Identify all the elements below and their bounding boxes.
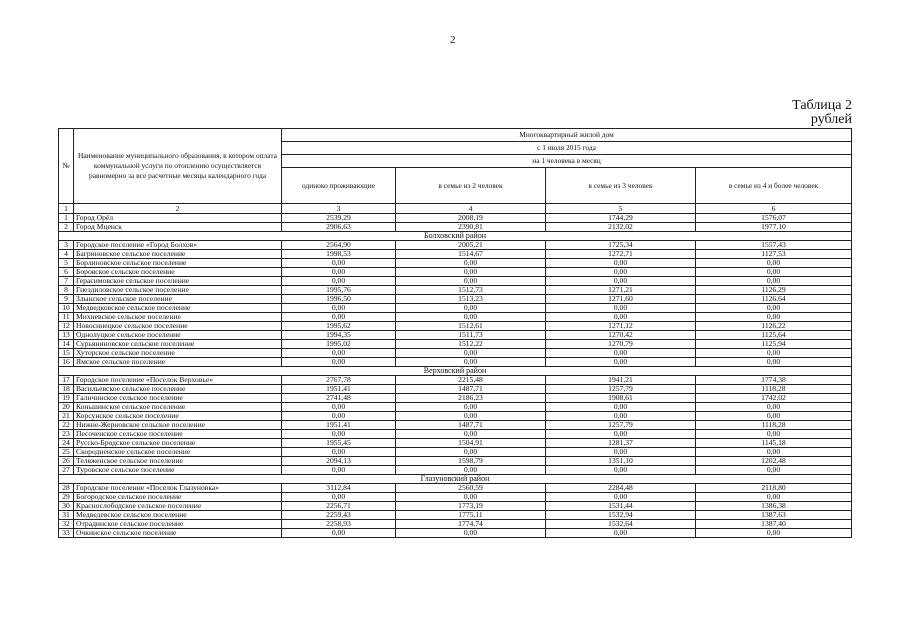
tariff-value: 0,00 (282, 430, 396, 439)
row-number: 24 (59, 439, 74, 448)
page-number: 2 (450, 34, 456, 46)
name-header: Наименование муниципального образования, в котором оплата коммунальной услуги по отоплению осуществляется равномерно за все расчетные месяцы календарного года (74, 129, 282, 204)
table-row (59, 457, 852, 466)
table-row (59, 259, 852, 268)
table-row (59, 412, 852, 421)
tariff-value: 2560,59 (396, 484, 546, 493)
tariff-value: 0,00 (396, 430, 546, 439)
tariff-value: 1271,21 (546, 286, 696, 295)
district-row (59, 367, 852, 376)
tariff-value: 0,00 (396, 529, 546, 538)
tariff-value: 1272,71 (546, 250, 696, 259)
row-number: 11 (59, 313, 74, 322)
table-row (59, 331, 852, 340)
municipality-name: Теляженское сельское поселение (74, 457, 282, 466)
tariff-value: 1773,19 (396, 502, 546, 511)
tariff-value: 2906,63 (282, 223, 396, 232)
row-number: 23 (59, 430, 74, 439)
table-row (59, 376, 852, 385)
row-number: 4 (59, 250, 74, 259)
tariff-value: 0,00 (696, 304, 852, 313)
tariff-value: 1532,64 (546, 520, 696, 529)
district-row (59, 475, 852, 484)
municipality-name: Город Орёл (74, 214, 282, 223)
tariff-value: 1511,73 (396, 331, 546, 340)
tariff-value: 1125,94 (696, 340, 852, 349)
tariff-value: 1257,79 (546, 385, 696, 394)
tariff-value: 0,00 (546, 529, 696, 538)
tariff-value: 1908,61 (546, 394, 696, 403)
tariff-value: 1531,44 (546, 502, 696, 511)
tariff-value: 2741,48 (282, 394, 396, 403)
number-header: № (59, 129, 74, 204)
tariff-value: 2215,48 (396, 376, 546, 385)
column-number: 5 (546, 204, 696, 214)
tariff-value: 1281,37 (546, 439, 696, 448)
table-row (59, 322, 852, 331)
municipality-name: Сурьяниновское сельское поселение (74, 340, 282, 349)
tariff-value: 1387,63 (696, 511, 852, 520)
tariff-value: 0,00 (696, 448, 852, 457)
municipality-name: Очкинское сельское поселение (74, 529, 282, 538)
tariff-value: 1514,67 (396, 250, 546, 259)
tariff-value: 1126,22 (696, 322, 852, 331)
district-name: Глазуновский район (59, 475, 852, 484)
row-number: 12 (59, 322, 74, 331)
tariff-value: 0,00 (546, 493, 696, 502)
row-number: 29 (59, 493, 74, 502)
tariff-value: 0,00 (396, 358, 546, 367)
tariff-value: 0,00 (282, 277, 396, 286)
tariff-value: 1504,91 (396, 439, 546, 448)
tariff-value: 0,00 (282, 403, 396, 412)
tariff-value: 1271,60 (546, 295, 696, 304)
period-header: с 1 июля 2015 года (282, 142, 852, 155)
group-header: Многоквартирный жилой дом (282, 129, 852, 142)
tariff-value: 1725,34 (546, 241, 696, 250)
municipality-name: Медведевское сельское поселение (74, 511, 282, 520)
municipality-name: Отрадинское сельское поселение (74, 520, 282, 529)
row-number: 16 (59, 358, 74, 367)
district-name: Верховский район (59, 367, 852, 376)
tariff-value: 1270,42 (546, 331, 696, 340)
tariff-value: 1742,02 (696, 394, 852, 403)
municipality-name: Гнездиловское сельское поселение (74, 286, 282, 295)
row-number: 26 (59, 457, 74, 466)
municipality-name: Багриновское сельское поселение (74, 250, 282, 259)
tariff-value: 0,00 (396, 277, 546, 286)
district-row (59, 232, 852, 241)
tariff-value: 0,00 (396, 313, 546, 322)
row-number: 7 (59, 277, 74, 286)
col-header-single: одиноко проживающие (282, 168, 396, 204)
tariff-value: 0,00 (396, 259, 546, 268)
tariff-value: 1118,28 (696, 421, 852, 430)
tariff-value: 2094,13 (282, 457, 396, 466)
tariff-value: 1512,61 (396, 322, 546, 331)
municipality-name: Русско-Бродское сельское поселение (74, 439, 282, 448)
tariff-value: 0,00 (282, 268, 396, 277)
municipality-name: Васильевское сельское поселение (74, 385, 282, 394)
tariff-value: 1387,40 (696, 520, 852, 529)
row-number: 30 (59, 502, 74, 511)
tariff-table (58, 128, 852, 538)
tariff-value: 1951,41 (282, 421, 396, 430)
column-number: 4 (396, 204, 546, 214)
col-header-family-3: в семье из 3 человек (546, 168, 696, 204)
tariff-value: 1998,53 (282, 250, 396, 259)
municipality-name: Городское поселение «Поселок Верховье» (74, 376, 282, 385)
tariff-value: 0,00 (396, 412, 546, 421)
row-number: 25 (59, 448, 74, 457)
tariff-value: 0,00 (546, 430, 696, 439)
tariff-value: 0,00 (696, 277, 852, 286)
tariff-value: 1512,22 (396, 340, 546, 349)
tariff-value: 0,00 (696, 349, 852, 358)
tariff-value: 1351,10 (546, 457, 696, 466)
municipality-name: Новосинецкое сельское поселение (74, 322, 282, 331)
tariff-value: 1512,73 (396, 286, 546, 295)
tariff-value: 0,00 (396, 493, 546, 502)
tariff-value: 3112,84 (282, 484, 396, 493)
tariff-value: 0,00 (282, 412, 396, 421)
tariff-value: 2008,19 (396, 214, 546, 223)
row-number: 21 (59, 412, 74, 421)
tariff-value: 0,00 (546, 277, 696, 286)
tariff-value: 1127,53 (696, 250, 852, 259)
tariff-value: 0,00 (396, 448, 546, 457)
row-number: 2 (59, 223, 74, 232)
per-person-header: на 1 человека в месяц (282, 155, 852, 168)
tariff-value: 0,00 (546, 358, 696, 367)
district-name: Болховский район (59, 232, 852, 241)
row-number: 28 (59, 484, 74, 493)
tariff-value: 0,00 (282, 304, 396, 313)
tariff-value: 2258,93 (282, 520, 396, 529)
tariff-value: 1774,74 (396, 520, 546, 529)
tariff-value: 0,00 (396, 304, 546, 313)
row-number: 17 (59, 376, 74, 385)
table-row (59, 241, 852, 250)
tariff-value: 1995,76 (282, 286, 396, 295)
table-row (59, 313, 852, 322)
tariff-value: 0,00 (696, 412, 852, 421)
tariff-value: 1487,71 (396, 385, 546, 394)
table-row (59, 466, 852, 475)
tariff-value: 0,00 (696, 268, 852, 277)
tariff-value: 2564,90 (282, 241, 396, 250)
row-number: 33 (59, 529, 74, 538)
tariff-value: 1125,64 (696, 331, 852, 340)
tariff-value: 2118,80 (696, 484, 852, 493)
tariff-value: 0,00 (546, 313, 696, 322)
row-number: 9 (59, 295, 74, 304)
municipality-name: Городское поселение «Поселок Глазуновка» (74, 484, 282, 493)
tariff-value: 1271,12 (546, 322, 696, 331)
tariff-value: 0,00 (282, 529, 396, 538)
tariff-value: 0,00 (696, 466, 852, 475)
municipality-name: Герасимовское сельское поселение (74, 277, 282, 286)
table-row (59, 511, 852, 520)
column-number: 6 (696, 204, 852, 214)
tariff-value: 2256,71 (282, 502, 396, 511)
row-number: 10 (59, 304, 74, 313)
municipality-name: Песоченское сельское поселение (74, 430, 282, 439)
tariff-value: 0,00 (282, 349, 396, 358)
tariff-value: 1557,43 (696, 241, 852, 250)
municipality-name: Город Мценск (74, 223, 282, 232)
tariff-value: 0,00 (282, 358, 396, 367)
column-number: 3 (282, 204, 396, 214)
row-number: 20 (59, 403, 74, 412)
tariff-value: 1996,50 (282, 295, 396, 304)
tariff-value: 1977,10 (696, 223, 852, 232)
row-number: 3 (59, 241, 74, 250)
tariff-value: 1576,07 (696, 214, 852, 223)
tariff-value: 1598,79 (396, 457, 546, 466)
tariff-value: 1270,79 (546, 340, 696, 349)
municipality-name: Ямское сельское поселение (74, 358, 282, 367)
tariff-value: 0,00 (696, 529, 852, 538)
municipality-name: Хуторское сельское поселение (74, 349, 282, 358)
tariff-value: 1386,38 (696, 502, 852, 511)
tariff-value: 0,00 (282, 466, 396, 475)
tariff-value: 1118,28 (696, 385, 852, 394)
tariff-value: 2132,02 (546, 223, 696, 232)
tariff-value: 0,00 (282, 313, 396, 322)
table-row (59, 403, 852, 412)
table-row (59, 349, 852, 358)
municipality-name: Краснослободское сельское поселение (74, 502, 282, 511)
tariff-value: 1126,29 (696, 286, 852, 295)
municipality-name: Корсунское сельское поселение (74, 412, 282, 421)
column-number: 2 (74, 204, 282, 214)
tariff-value: 2186,23 (396, 394, 546, 403)
municipality-name: Михневское сельское поселение (74, 313, 282, 322)
row-number: 8 (59, 286, 74, 295)
tariff-value: 0,00 (546, 466, 696, 475)
table-row (59, 421, 852, 430)
tariff-value: 0,00 (696, 259, 852, 268)
tariff-value: 0,00 (396, 349, 546, 358)
row-number: 18 (59, 385, 74, 394)
tariff-value: 1145,18 (696, 439, 852, 448)
tariff-value: 0,00 (396, 466, 546, 475)
row-number: 32 (59, 520, 74, 529)
tariff-value: 2284,48 (546, 484, 696, 493)
tariff-value: 0,00 (546, 412, 696, 421)
tariff-value: 1941,21 (546, 376, 696, 385)
table-row (59, 223, 852, 232)
row-number: 5 (59, 259, 74, 268)
tariff-value: 0,00 (696, 313, 852, 322)
municipality-name: Однолуцкое сельское поселение (74, 331, 282, 340)
tariff-value: 2005,21 (396, 241, 546, 250)
tariff-value: 0,00 (396, 268, 546, 277)
tariff-value: 0,00 (546, 448, 696, 457)
tariff-value: 1487,71 (396, 421, 546, 430)
table-caption: Таблица 2 (792, 98, 852, 113)
table-row (59, 439, 852, 448)
tariff-value: 0,00 (282, 448, 396, 457)
table-row (59, 430, 852, 439)
municipality-name: Галичинское сельское поселение (74, 394, 282, 403)
municipality-name: Боровское сельское поселение (74, 268, 282, 277)
tariff-value: 1774,38 (696, 376, 852, 385)
municipality-name: Коньшинское сельское поселение (74, 403, 282, 412)
municipality-name: Злынское сельское поселение (74, 295, 282, 304)
tariff-value: 1202,48 (696, 457, 852, 466)
table-unit: рублей (810, 112, 852, 127)
row-number: 14 (59, 340, 74, 349)
tariff-value: 1744,29 (546, 214, 696, 223)
column-number-row (59, 204, 852, 214)
tariff-value: 1775,11 (396, 511, 546, 520)
table-row (59, 268, 852, 277)
col-header-family-4: в семье из 4 и более человек (696, 168, 852, 204)
tariff-value: 0,00 (282, 259, 396, 268)
column-number: 1 (59, 204, 74, 214)
tariff-value: 1532,94 (546, 511, 696, 520)
tariff-value: 2539,29 (282, 214, 396, 223)
tariff-value: 1513,23 (396, 295, 546, 304)
table-row (59, 304, 852, 313)
table-row (59, 340, 852, 349)
row-number: 27 (59, 466, 74, 475)
tariff-value: 0,00 (282, 493, 396, 502)
table-row (59, 502, 852, 511)
municipality-name: Скородненское сельское поселение (74, 448, 282, 457)
tariff-value: 1994,35 (282, 331, 396, 340)
table-row (59, 484, 852, 493)
tariff-value: 2390,81 (396, 223, 546, 232)
tariff-value: 0,00 (546, 349, 696, 358)
municipality-name: Борлиновское сельское поселение (74, 259, 282, 268)
tariff-value: 1995,02 (282, 340, 396, 349)
municipality-name: Городское поселение «Город Болхов» (74, 241, 282, 250)
table-row (59, 214, 852, 223)
table-row (59, 493, 852, 502)
tariff-value: 0,00 (696, 430, 852, 439)
table-row (59, 529, 852, 538)
table-row (59, 358, 852, 367)
tariff-value: 0,00 (396, 403, 546, 412)
row-number: 15 (59, 349, 74, 358)
table-row (59, 520, 852, 529)
tariff-value: 1955,45 (282, 439, 396, 448)
table-row (59, 295, 852, 304)
row-number: 6 (59, 268, 74, 277)
table-row (59, 448, 852, 457)
municipality-name: Медведковское сельское поселение (74, 304, 282, 313)
tariff-value: 0,00 (696, 403, 852, 412)
tariff-value: 2767,78 (282, 376, 396, 385)
row-number: 1 (59, 214, 74, 223)
tariff-value: 1951,41 (282, 385, 396, 394)
row-number: 13 (59, 331, 74, 340)
municipality-name: Нижне-Жерновское сельское поселение (74, 421, 282, 430)
tariff-value: 1257,79 (546, 421, 696, 430)
table-row (59, 286, 852, 295)
table-row (59, 250, 852, 259)
table-row (59, 385, 852, 394)
row-number: 22 (59, 421, 74, 430)
row-number: 31 (59, 511, 74, 520)
municipality-name: Богородское сельское поселение (74, 493, 282, 502)
tariff-value: 0,00 (546, 403, 696, 412)
tariff-value: 0,00 (546, 259, 696, 268)
table-row (59, 277, 852, 286)
tariff-value: 2259,43 (282, 511, 396, 520)
tariff-value: 0,00 (546, 304, 696, 313)
tariff-value: 1126,64 (696, 295, 852, 304)
row-number: 19 (59, 394, 74, 403)
col-header-family-2: в семье из 2 человек (396, 168, 546, 204)
tariff-value: 0,00 (546, 268, 696, 277)
tariff-value: 0,00 (696, 493, 852, 502)
municipality-name: Туровское сельское поселение (74, 466, 282, 475)
tariff-value: 0,00 (696, 358, 852, 367)
table-row (59, 394, 852, 403)
tariff-value: 1995,62 (282, 322, 396, 331)
